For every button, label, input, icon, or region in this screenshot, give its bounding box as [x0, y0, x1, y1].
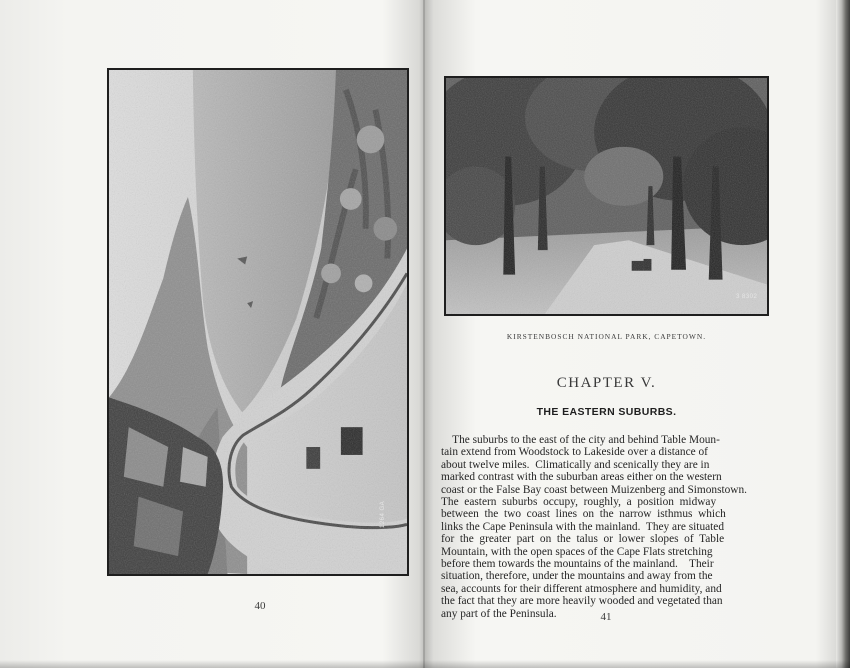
body-text — [441, 434, 770, 620]
bottom-shadow — [0, 660, 850, 668]
body-line: The suburbs to the east of the city and behind Table Moun- — [441, 434, 720, 446]
body-line: Mountain, with the open spaces of the Cape Flats stretching — [441, 545, 713, 558]
page-number-right: 41 — [600, 611, 612, 623]
body-line: situation, therefore, under the mountains and away from the — [441, 570, 713, 583]
body-line: any part of the Peninsula. — [441, 607, 557, 620]
page-number-left: 40 — [254, 600, 266, 612]
section-heading: THE EASTERN SUBURBS. — [536, 406, 677, 418]
tree-avenue-illustration — [446, 78, 767, 314]
body-line: tain extend from Woodstock to Lakeside over a distance of — [441, 446, 708, 459]
chapter-title: CHAPTER V. — [556, 375, 657, 391]
body-line: The eastern suburbs occupy, roughly, a position midway — [441, 496, 717, 509]
coastal-road-photo — [107, 68, 409, 576]
right-plate-code: 3 8302 — [736, 294, 758, 300]
body-line: for the greater part on the talus or lower slopes of Table — [441, 533, 725, 546]
kirstenbosch-avenue-photo — [444, 76, 769, 316]
body-line: between the two coast lines on the narrow isthmus which — [441, 508, 726, 521]
body-line: links the Cape Peninsula with the mainland. They are situated — [441, 520, 725, 533]
body-line: marked contrast with the suburban areas either on the western — [441, 471, 722, 484]
body-line: about twelve miles. Climatically and scenically they are in — [441, 458, 710, 471]
page-edge-shadow — [836, 0, 850, 668]
body-line: sea, accounts for their different atmosphere and humidity, and — [441, 582, 722, 595]
body-line: coast or the False Bay coast between Muizenberg and Simonstown. — [441, 483, 748, 496]
coastal-road-illustration — [109, 70, 407, 574]
left-plate-code: 1264 GA — [380, 500, 386, 528]
photo-caption: KIRSTENBOSCH NATIONAL PARK, CAPETOWN. — [506, 332, 707, 341]
body-line: the fact that they are more heavily wooded and vegetated than — [441, 595, 723, 608]
body-line: before them towards the mountains of the mainland. Their — [441, 558, 714, 571]
book-gutter — [423, 0, 425, 668]
